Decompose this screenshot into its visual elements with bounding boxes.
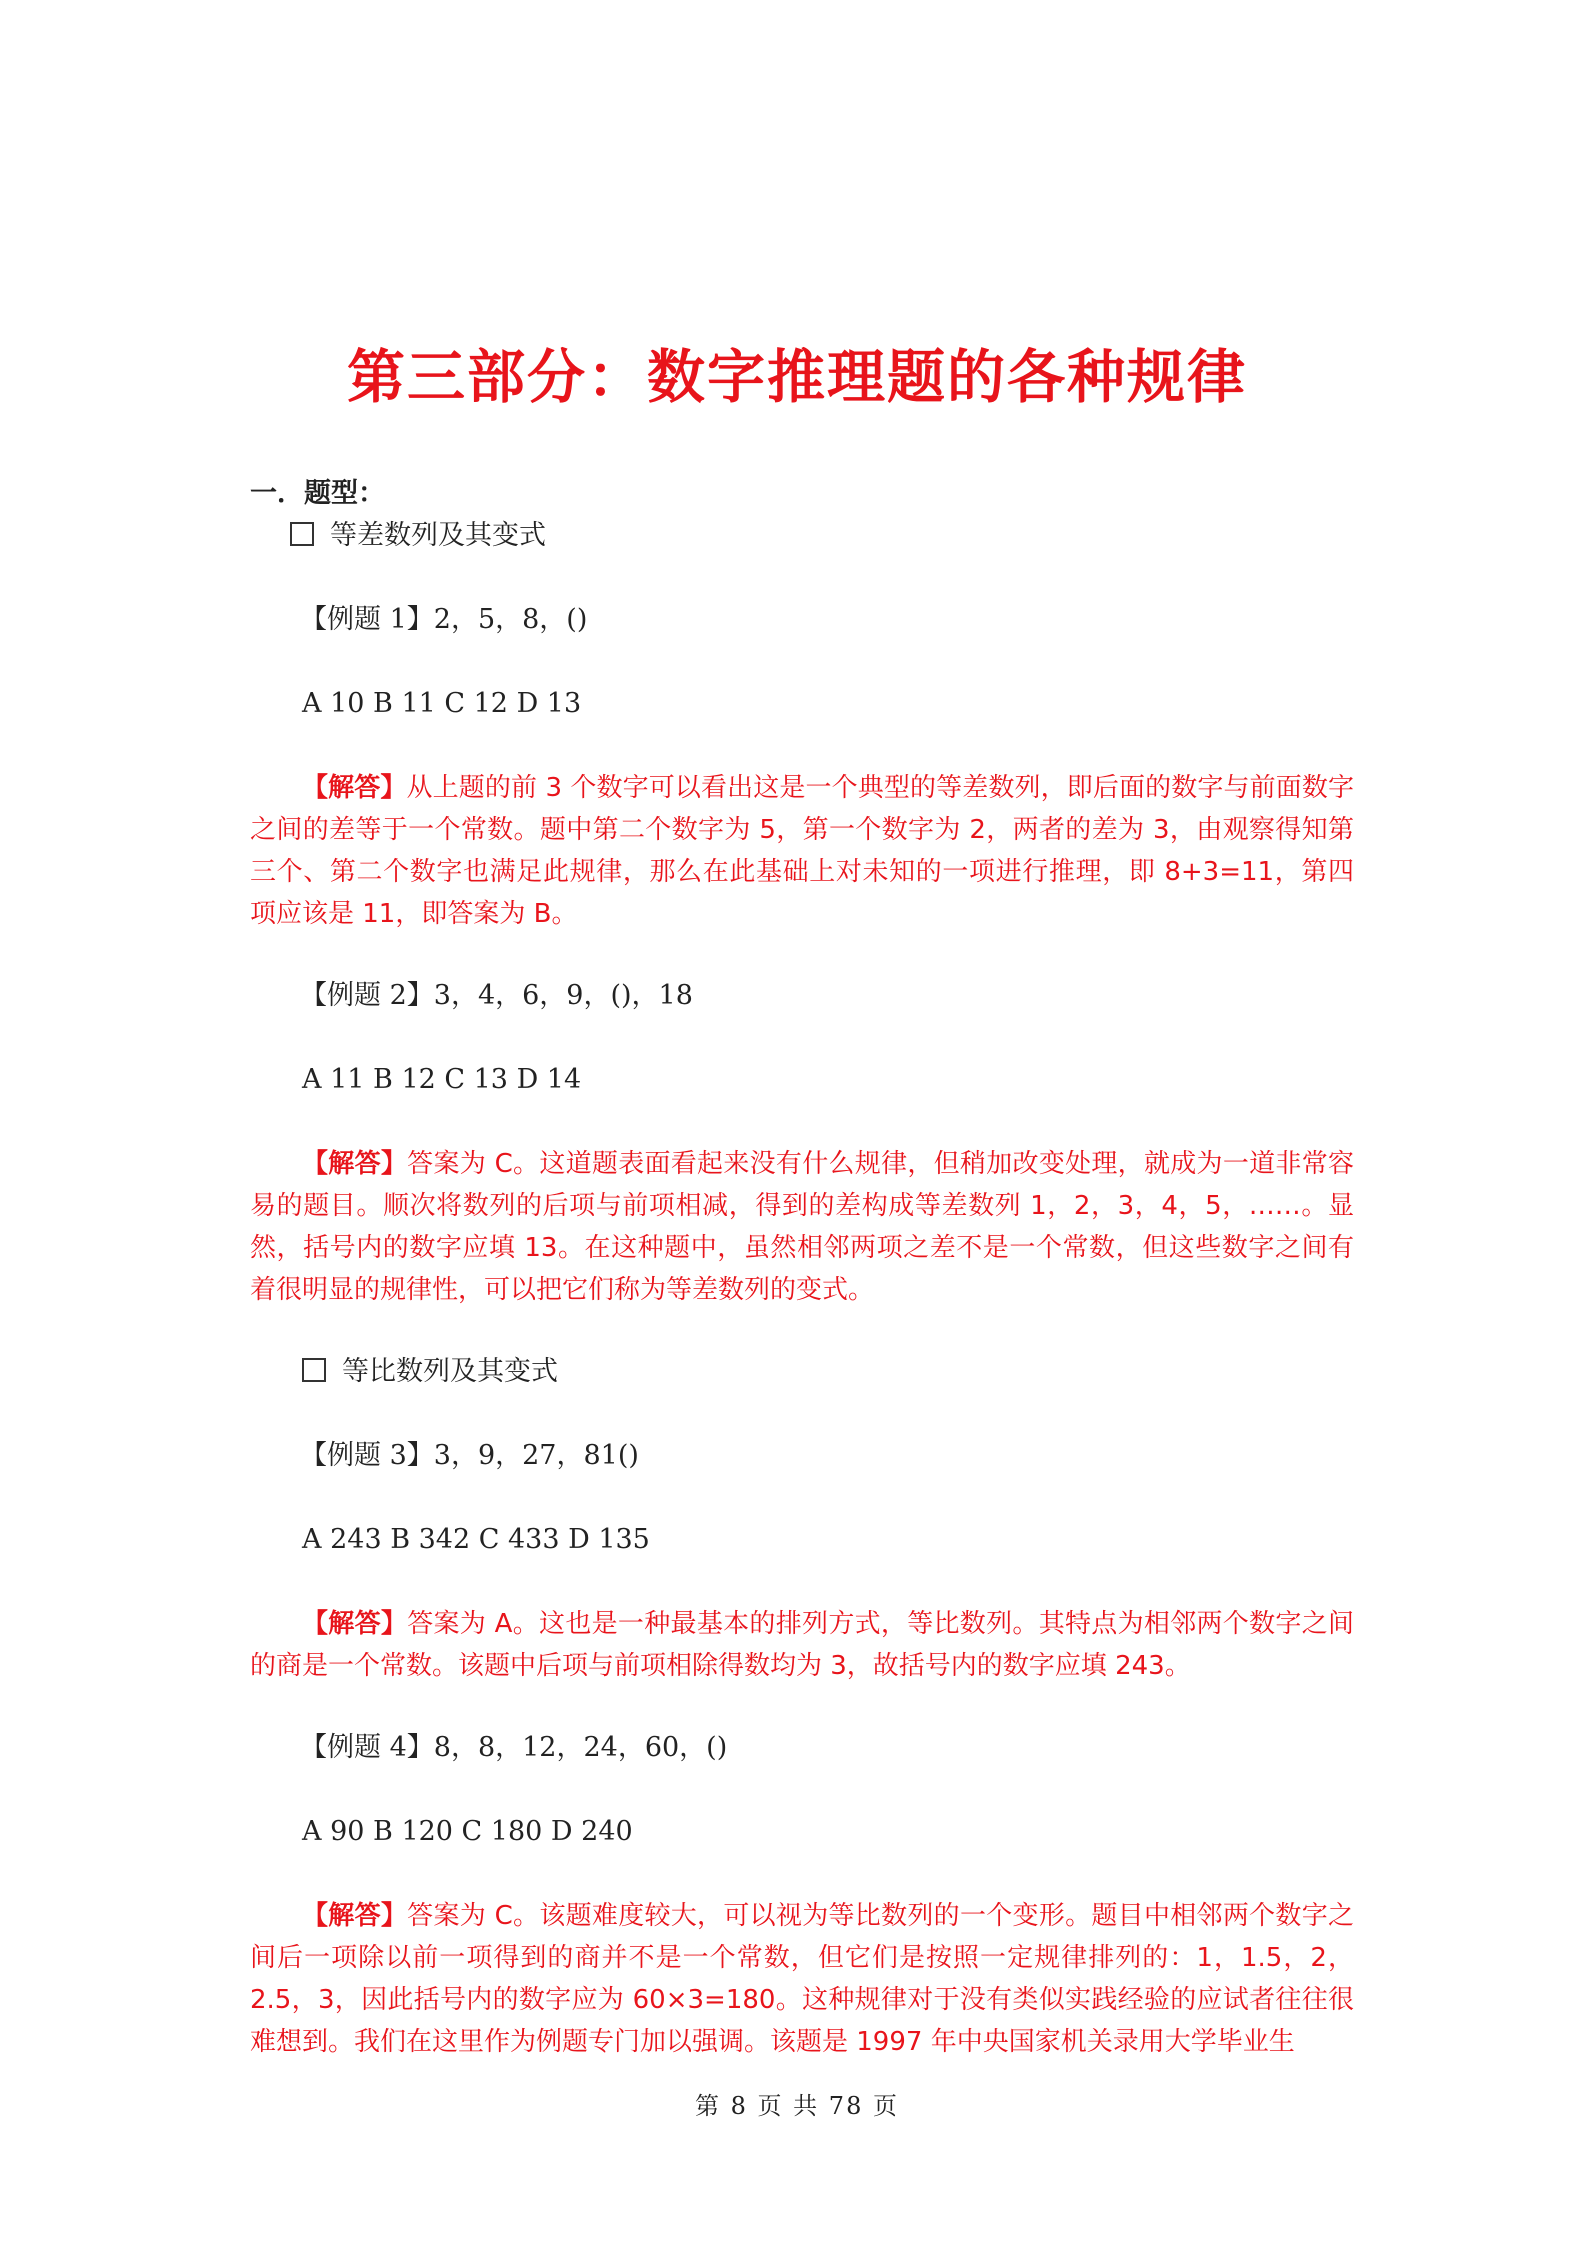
example-answer [250,767,1354,935]
example-answer [250,1603,1354,1687]
subsection-heading [290,515,546,557]
answer-text: 答案为 A。这也是一种最基本的排列方式，等比数列。其特点为相邻两个数字之间的商是一个常数。该题中后项与前项相除得数均为 3，故括号内的数字应填 243。 [250,1609,1354,1681]
example-question: 【例题 1】2，5，8，() [300,604,588,635]
page-title: 第三部分：数字推理题的各种规律 [346,343,1247,411]
checkbox-square-icon [290,522,314,546]
example-answer [250,1895,1354,2063]
example-options: A 10 B 11 C 12 D 13 [302,688,582,719]
checkbox-square-icon [302,1358,326,1382]
subsection-heading [302,1351,558,1393]
subsection-label: 等比数列及其变式 [342,1356,558,1387]
example-question: 【例题 4】8，8，12，24，60，() [300,1732,728,1763]
example-question: 【例题 2】3，4，6，9，()，18 [300,980,693,1011]
answer-text: 答案为 C。该题难度较大，可以视为等比数列的一个变形。题目中相邻两个数字之间后一项除以前一项得到的商并不是一个常数，但它们是按照一定规律排列的：1，1.5，2，2.5，3，因此括号内的数字应为 60×3=180。这种规律对于没有类似实践经验的应试者往往很难想到。我们在这里作为例题专门加以强调。该题是 1997 年中央国家机关录用大学毕业生 [250,1901,1354,2057]
answer-text: 答案为 C。这道题表面看起来没有什么规律，但稍加改变处理，就成为一道非常容易的题目。顺次将数列的后项与前项相减，得到的差构成等差数列 1，2，3，4，5，……。显然，括号内的数字应填 13。在这种题中，虽然相邻两项之差不是一个常数，但这些数字之间有着很明显的规律性，可以把它们称为等差数列的变式。 [250,1149,1354,1305]
answer-tag: 【解答】 [302,1901,408,1931]
answer-tag: 【解答】 [302,773,407,803]
example-options: A 243 B 342 C 433 D 135 [302,1524,650,1555]
answer-tag: 【解答】 [302,1609,408,1639]
example-options: A 11 B 12 C 13 D 14 [302,1064,582,1095]
answer-tag: 【解答】 [302,1149,408,1179]
section-heading: 一．题型： [250,478,385,509]
example-answer [250,1143,1354,1311]
example-options: A 90 B 120 C 180 D 240 [302,1816,633,1847]
answer-text: 从上题的前 3 个数字可以看出这是一个典型的等差数列，即后面的数字与前面数字之间的差等于一个常数。题中第二个数字为 5，第一个数字为 2，两者的差为 3，由观察得知第三个、第二个数字也满足此规律，那么在此基础上对未知的一项进行推理，即 8+3=11，第四项应该是 11，即答案为 B。 [250,773,1354,929]
example-question: 【例题 3】3，9，27，81() [300,1440,639,1471]
subsection-label: 等差数列及其变式 [330,520,546,551]
page-footer: 第 8 页 共 78 页 [695,2092,899,2120]
